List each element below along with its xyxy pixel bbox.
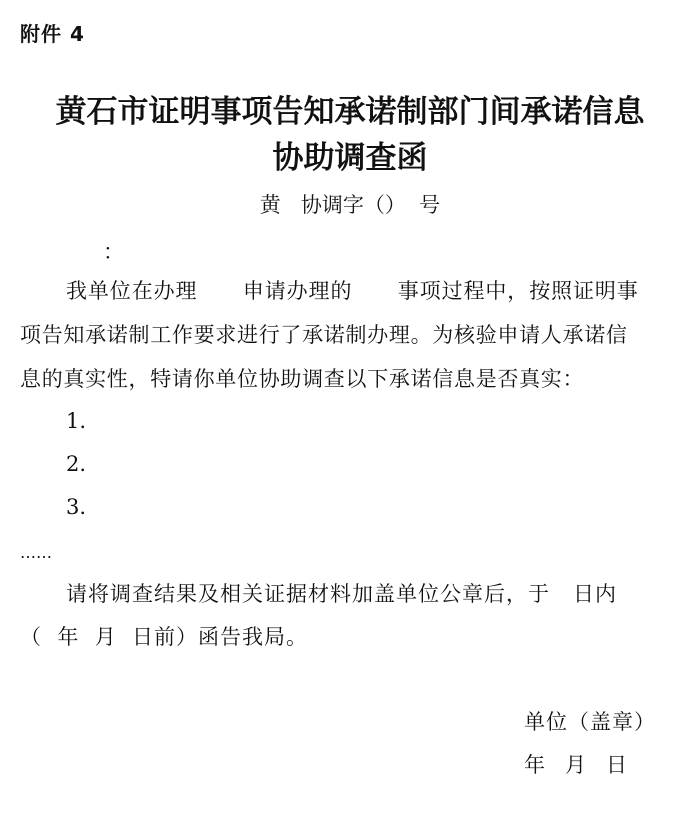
body-paragraph-2-line-1: 请将调查结果及相关证据材料加盖单位公章后，于 日内	[66, 582, 618, 606]
list-item-1: 1.	[66, 409, 87, 433]
signature-date: 年 月 日	[524, 753, 628, 777]
body-paragraph-1-line-3: 息的真实性，特请你单位协助调查以下承诺信息是否真实：	[20, 367, 585, 391]
attachment-label: 附件 4	[20, 22, 85, 46]
recipient-line: ：	[103, 240, 124, 264]
body-paragraph-1-line-1: 我单位在办理 申请办理的 事项过程中，按照证明事	[66, 279, 639, 303]
body-paragraph-2-line-2: （ 年 月 日前）函告我局。	[20, 625, 309, 649]
list-item-2: 2.	[66, 452, 87, 476]
document-number: 黄 协调字（） 号	[259, 193, 441, 217]
ellipsis: ……	[20, 543, 52, 562]
signature-seal: 单位（盖章）	[524, 710, 656, 734]
document-title-line-1: 黄石市证明事项告知承诺制部门间承诺信息	[55, 94, 645, 130]
body-paragraph-1-line-2: 项告知承诺制工作要求进行了承诺制办理。为核验申请人承诺信	[20, 323, 628, 347]
document-title-line-2: 协助调查函	[272, 140, 428, 176]
list-item-3: 3.	[66, 495, 87, 519]
